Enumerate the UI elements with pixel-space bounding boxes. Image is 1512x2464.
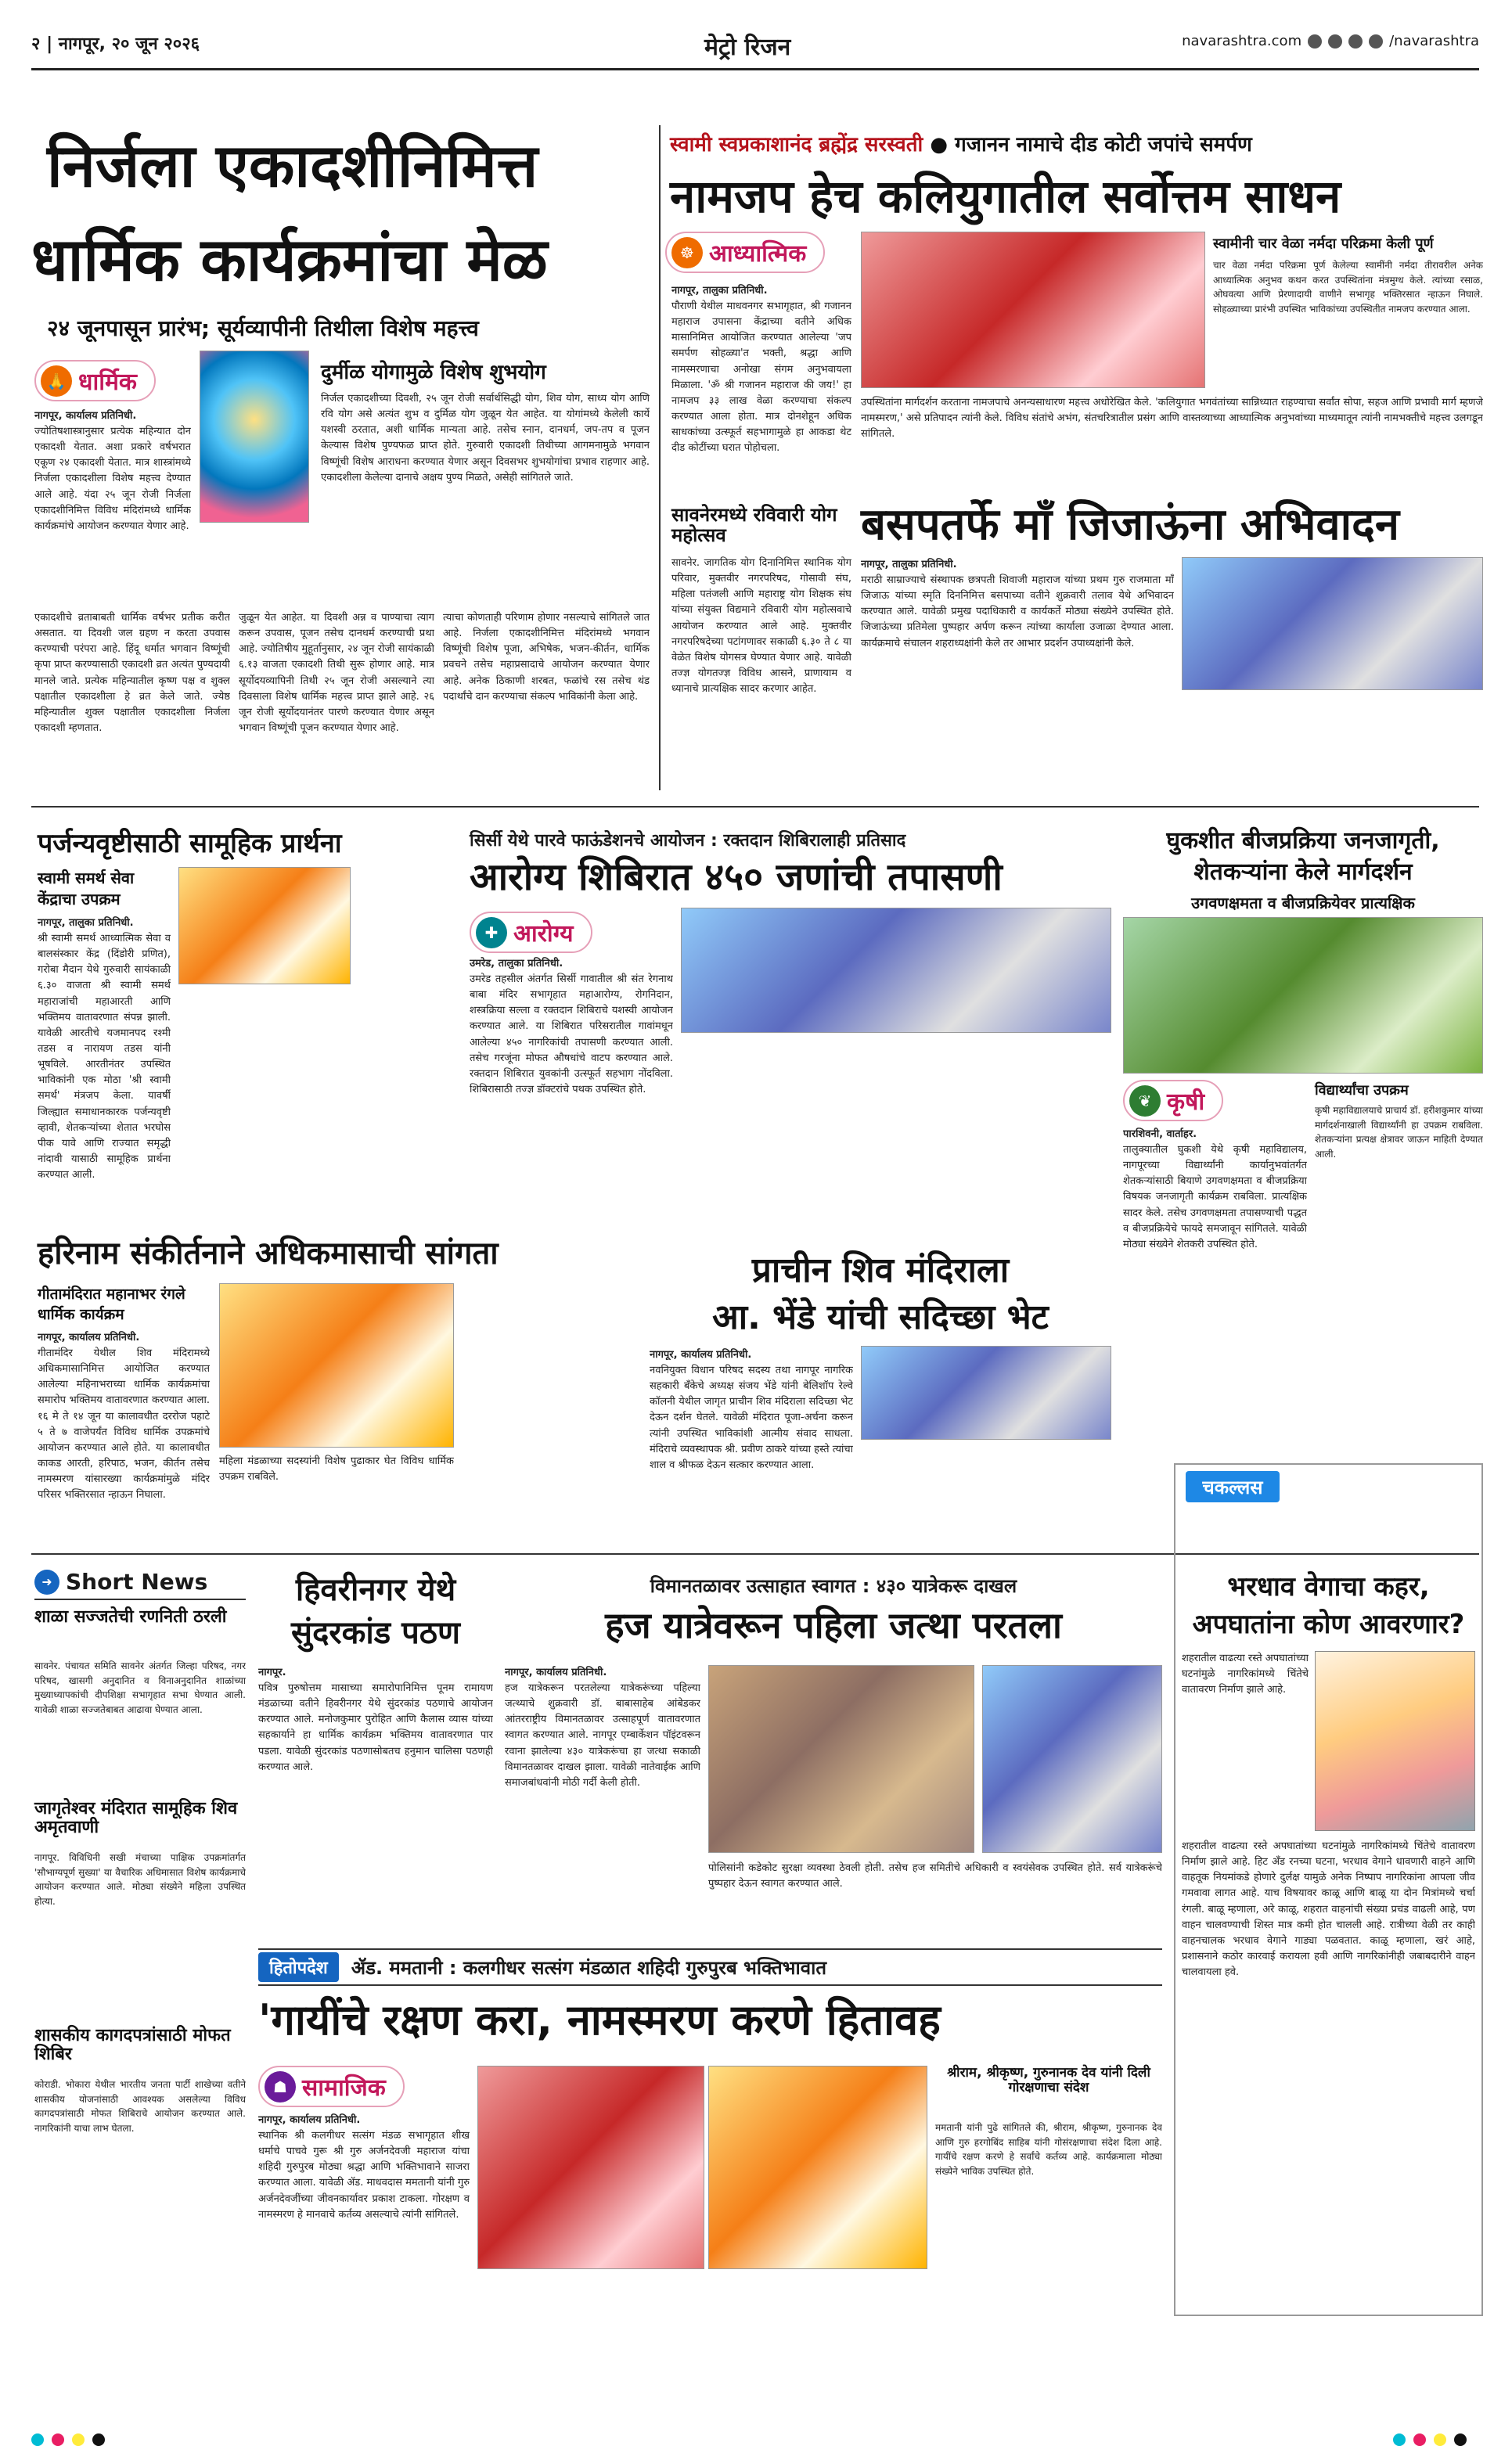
story3-body: सावनेर. जागतिक योग दिनानिमित्त स्थानिक योग परिवार, मुक्तवीर नगरपरिषद, गोसावी संघ, महिला पतंजली आणि महाराष्ट्र योग शिक्षक संघ यांच्या संयुक्त विद्यमाने रविवारी योग महोत्सवाचे आयोजन करण्यात आले आहे. मुक्तवीर नगरपरिषदेच्या पटांगणावर सकाळी ६.३० ते ८ या वेळेत विशेष योगसत्र घेण्यात येणार आहे. यावेळी तज्ज्ञ योगतज्ज्ञ विविध आसने, प्राणायाम व ध्यानाचे प्रात्यक्षिक सादर करणार आहेत.: [671, 557, 851, 696]
story2-headline: नामजप हेच कलियुगातील सर्वोत्तम साधन: [670, 170, 1341, 223]
story8-subhead: गीतामंदिरात महानाभर रंगले धार्मिक कार्यक्रम: [38, 1286, 185, 1323]
story12-body-a: शहरातील वाढत्या रस्ते अपघातांच्या घटनांमुळे नागरिकांमध्ये चिंतेचे वातावरण निर्माण झाले आहे.: [1182, 1653, 1309, 1696]
short-news-headline-3: शासकीय कागदपत्रांसाठी मोफत शिबिर: [34, 2026, 231, 2065]
story13-side-title: श्रीराम, श्रीकृष्ण, गुरुनानक देव यांनी दिली गोरक्षणाचा संदेश: [947, 2065, 1150, 2095]
prayer-icon: 🙏: [41, 365, 72, 397]
story12-cartoon: [1315, 1651, 1475, 1831]
story13-photo-2: [708, 2066, 927, 2269]
short-news-header: ➜ Short News: [34, 1565, 246, 1600]
story5-subhead: स्वामी समर्थ सेवा केंद्राचा उपक्रम: [38, 869, 135, 908]
short-news-headline-2: जागृतेश्वर मंदिरात सामूहिक शिव अमृतवाणी: [34, 1799, 238, 1838]
health-icon: ✚: [476, 917, 507, 948]
story2-kicker: स्वामी स्वप्रकाशानंद ब्रह्मेंद्र सरस्वती ● गजानन नामाचे दीड कोटी जपांचे समर्पण: [670, 133, 1252, 156]
story1-byline: नागपूर, कार्यालय प्रतिनिधी.: [34, 410, 137, 421]
story8-headline: हरिनाम संकीर्तनाने अधिकमासाची सांगता: [38, 1236, 499, 1272]
story2-body-3: उपस्थितांना मार्गदर्शन करताना नामजपाचे अनन्यसाधारण महत्त्व अधोरेखित केले. 'कलियुगात भगवंतांच्या सान्निध्यात राहण्याचा सर्वांत सोपा, सहज आणि प्रभावी मार्ग म्हणजे नामस्मरण,' असे प्रतिपादन त्यांनी केले. विविध संतांचे अभंग, संतचरित्रातील प्रसंग आणि वास्तव्याच्या आध्यात्मिक अनुभवांच्या माध्यमातून त्यांनी नामभक्तीचे महत्त्व उलगडून सांगितले.: [861, 397, 1483, 441]
story1-body-2: निर्जल एकादशीच्या दिवशी, २५ जून रोजी सर्वार्थसिद्धी योग, शिव योग, साध्य योग आणि रवि योग असे अत्यंत शुभ व दुर्मिळ योग जुळून येत आहेत. या योगांमध्ये केलेली कार्ये यशस्वी ठरतात, अशी धार्मिक मान्यता आहे. तसेच स्नान, दानधर्म, जप-तप व पूजन केल्यास विशेष पुण्यफळ प्राप्त होते. गुरुवारी एकादशी तिथीच्या आगमनामुळे भगवान विष्णूंची विशेष आराधना करण्यात येणार असून दिवसभर शुभयोगांचा प्रभाव राहणार आहे. एकादशीला केलेल्या दानाचे अक्षय पुण्य मिळते, असेही सांगितले जाते.: [321, 393, 650, 484]
story1-deity-image: [200, 351, 309, 523]
story11-body-2: पोलिसांनी कडेकोट सुरक्षा व्यवस्था ठेवली होती. तसेच हज समितीचे अधिकारी व स्वयंसेवक उपस्थित होते. सर्व यात्रेकरूंचे पुष्पहार देऊन स्वागत करण्यात आले.: [708, 1862, 1162, 1890]
story7-byline: पारशिवनी, वार्ताहर.: [1123, 1128, 1197, 1139]
story4-headline: बसपतर्फे माँ जिजाऊंना अभिवादन: [861, 499, 1399, 550]
story9-byline: नागपूर, कार्यालय प्रतिनिधी.: [650, 1349, 752, 1360]
community-icon: ☗: [265, 2071, 296, 2102]
story8-body: गीतामंदिर येथील शिव मंदिरामध्ये अधिकमासानिमित्त आयोजित करण्यात आलेल्या महिनाभराच्या धार्मिक कार्यक्रमांचा समारोप भक्तिमय वातावरणात करण्यात आला. १६ मे ते १४ जून या कालावधीत दररोज पहाटे ५ ते ७ वाजेपर्यंत विविध धार्मिक उपक्रमांचे आयोजन करण्यात आले होते. या कालावधीत काकड आरती, हरिपाठ, भजन, कीर्तन तसेच नामस्मरण यांसारख्या कार्यक्रमांमुळे मंदिर परिसर भक्तिरसात न्हाऊन निघाला.: [38, 1347, 210, 1502]
page-date: २ | नागपूर, २० जून २०२६: [31, 34, 200, 54]
section-rule: [31, 806, 1479, 808]
story8-caption: महिला मंडळाच्या सदस्यांनी विशेष पुढाकार घेत विविध धार्मिक उपक्रम राबविले.: [219, 1455, 454, 1484]
meditation-icon: ☸: [671, 237, 703, 268]
story10-byline: नागपूर.: [258, 1667, 286, 1678]
story11-photo-1: [708, 1665, 974, 1853]
story10-headline-1: हिवरीनगर येथे: [295, 1572, 456, 1608]
story7-tag: ❦ कृषी: [1123, 1080, 1223, 1121]
story6-body: उमरेड तहसील अंतर्गत सिर्सी गावातील श्री संत रेगनाथ बाबा मंदिर सभागृहात महाआरोग्य, रोगनिदान, शस्त्रक्रिया सल्ला व रक्तदान शिबिराचे यशस्वी आयोजन करण्यात आले. या शिबिरात परिसरातील गावांमधून आलेल्या ४५० नागरिकांची तपासणी करण्यात आली. तसेच गरजूंना मोफत औषधांचे वाटप करण्यात आले. रक्तदान शिबिरात युवकांनी उत्स्फूर्त सहभाग नोंदविला. शिबिरासाठी तज्ज्ञ डॉक्टरांचे पथक उपस्थित होते.: [470, 973, 673, 1095]
short-news-headline-1: शाळा सज्जतेची रणनिती ठरली: [34, 1607, 227, 1627]
story9-headline-1: प्राचीन शिव मंदिराला: [751, 1250, 1010, 1290]
story11-photo-2: [982, 1665, 1162, 1853]
story12-headline-1: भरधाव वेगाचा कहर,: [1227, 1571, 1430, 1602]
story2-byline: नागपूर, तालुका प्रतिनिधी.: [671, 285, 768, 296]
facebook-icon[interactable]: [1308, 34, 1322, 49]
story8-photo: [219, 1283, 454, 1448]
story1-headline-2: धार्मिक कार्यक्रमांचा मेळ: [31, 225, 548, 294]
short-news-body-2: नागपूर. विविधिनी सखी मंचाच्या पाक्षिक उपक्रमांतर्गत 'सौभाग्यपूर्ण सुख्या' या वैचारिक अधिमासात विशेष कार्यक्रमाचे आयोजन करण्यात आले. मोठ्या संख्येने महिला उपस्थित होत्या.: [34, 1852, 246, 1907]
story11-headline: हज यात्रेवरून पहिला जत्था परतला: [605, 1604, 1062, 1646]
story2-body-1: पौराणी येथील माधवनगर सभागृहात, श्री गजानन महाराज उपासना केंद्राच्या वतीने अधिक मासानिमित्त आयोजित करण्यात आलेल्या 'जप समर्पण सोहळ्या'त भक्ती, श्रद्धा आणि नामस्मरणाचा अनोखा संगम अनुभवायला मिळाला. 'ॐ श्री गजानन महाराज की जय!' हा नामजप ३३ लाख वेळा करण्याचा संकल्प करण्यात आला होता. मात्र दोनशेहून अधिक साधकांच्या उत्स्फूर्त सहभागामुळे हा आकडा थेट दीड कोटींच्या घरात पोहोचला.: [671, 300, 851, 455]
story2-photo: [861, 232, 1205, 388]
registration-marks-right: [1393, 2433, 1467, 2446]
website-link[interactable]: navarashtra.com: [1182, 33, 1302, 49]
story7-side-body: कृषी महाविद्यालयाचे प्राचार्य डॉ. हरीशकुमार यांच्या मार्गदर्शनाखाली विद्यार्थ्यांनी हा उपक्रम राबविला. शेतकऱ्यांना प्रत्यक्ष क्षेत्रावर जाऊन माहिती देण्यात आली.: [1315, 1105, 1483, 1160]
column-rule: [659, 125, 661, 790]
story6-kicker: सिर्सी येथे पारवे फाऊंडेशनचे आयोजन : रक्तदान शिबिरालाही प्रतिसाद: [470, 831, 906, 851]
masthead: [31, 23, 1479, 70]
story13-photo-1: [477, 2066, 704, 2269]
story7-body: तालुक्यातील घुकशी येथे कृषी महाविद्यालय, नागपूरच्या विद्यार्थ्यांनी कार्यानुभवांतर्गत शेतकऱ्यांसाठी बियाणे उगवणक्षमता व बीजप्रक्रिया विषयक जनजागृती कार्यक्रम राबविला. प्रात्यक्षिक सादर केले. तसेच उगवणक्षमता तपासण्याची पद्धत व बीजप्रक्रियेचे फायदे समजावून सांगितले. यावेळी मोठ्या संख्येने शेतकरी उपस्थित होते.: [1123, 1144, 1307, 1250]
story13-tag: ☗ सामाजिक: [258, 2066, 405, 2107]
story7-headline-2: शेतकऱ्यांना केले मार्गदर्शन: [1193, 858, 1413, 886]
story4-body: मराठी साम्राज्याचे संस्थापक छत्रपती शिवाजी महाराज यांच्या प्रथम गुरु राजमाता माँ जिजाऊ यांच्या स्मृति दिननिमित्त बसपाच्या वतीने शुक्रवारी तलाव येथे अभिवादन करण्यात आले. यावेळी प्रमुख पदाधिकारी व कार्यकर्ते मोठ्या संख्येने उपस्थित होते. जिजाऊंच्या प्रतिमेला पुष्पहार अर्पण करून त्यांच्या कार्याला उजाळा देण्यात आला. कार्यक्रमाचे संचालन शहराध्यक्षांनी केले तर आभार प्रदर्शन उपाध्यक्षांनी केले.: [861, 574, 1174, 649]
social-bar: [1182, 33, 1479, 49]
leaf-icon: ❦: [1129, 1085, 1161, 1117]
story11-kicker: विमानतळावर उत्साहात स्वागत : ४३० यात्रेकरू दाखल: [650, 1575, 1017, 1597]
story1-tag: 🙏 धार्मिक: [34, 360, 156, 401]
story6-headline: आरोग्य शिबिरात ४५० जणांची तपासणी: [470, 855, 1003, 899]
story13-side-body: ममतानी यांनी पुढे सांगितले की, श्रीराम, श्रीकृष्ण, गुरुनानक देव आणि गुरु हरगोबिंद साहिब यांनी गोसंरक्षणाचा संदेश दिला आहे. गायींचे रक्षण करणे हे सर्वांचे कर्तव्य आहे. कार्यक्रमाला मोठ्या संख्येने भाविक उपस्थित होते.: [935, 2122, 1162, 2177]
story9-body: नवनियुक्त विधान परिषद सदस्य तथा नागपूर नागरिक सहकारी बँकेचे अध्यक्ष संजय भेंडे यांनी बेलिशॉप रेल्वे कॉलनी येथील जागृत प्राचीन शिव मंदिराला सदिच्छा भेट देऊन दर्शन घेतले. यावेळी मंदिरात पूजा-अर्चना करून त्यांनी उपस्थित भाविकांशी आत्मीय संवाद साधला. मंदिराचे व्यवस्थापक श्री. प्रवीण ठाकरे यांच्या हस्ते त्यांचा शाल व श्रीफळ देऊन सत्कार करण्यात आला.: [650, 1365, 853, 1471]
story3-headline: सावनेरमध्ये रविवारी योग महोत्सव: [671, 504, 837, 547]
social-handle: /navarashtra: [1389, 33, 1479, 49]
story11-byline: नागपूर, कार्यालय प्रतिनिधी.: [505, 1667, 607, 1678]
story5-body: श्री स्वामी समर्थ आध्यात्मिक सेवा व बालसंस्कार केंद्र (दिंडोरी प्रणित), गरोबा मैदान येथे गुरुवारी सायंकाळी ६.३० वाजता श्री स्वामी समर्थ महाराजांची महाआरती आणि भक्तिमय वातावरणात संपन्न झाली. यावेळी आरतीचे यजमानपद रश्मी तडस व नारायण तडस यांनी भूषविले. आरतीनंतर उपस्थित भाविकांनी एक मोठा 'श्री स्वामी समर्थ' मंत्रजप केला. यावर्षी जिल्ह्यात समाधानकारक पर्जन्यवृष्टी व्हावी, शेतकऱ्यांच्या शेतात भरघोस पीक यावे आणि राज्यात समृद्धी नांदावी यासाठी सामूहिक प्रार्थना करण्यात आली.: [38, 933, 171, 1182]
story7-headline-1: घुकशीत बीजप्रक्रिया जनजागृती,: [1166, 827, 1440, 854]
story13-headline: 'गायींचे रक्षण करा, नामस्मरण करणे हितावह: [258, 1995, 941, 2045]
story4-photo: [1182, 557, 1483, 690]
story7-photo: [1123, 917, 1483, 1074]
story1-box-title: दुर्मीळ योगामुळे विशेष शुभयोग: [321, 361, 546, 384]
section-name: मेट्रो रिजन: [704, 34, 791, 61]
story7-subhead: उगवणक्षमता व बीजप्रक्रियेवर प्रात्यक्षिक: [1191, 894, 1415, 912]
story1-subhead: २४ जूनपासून प्रारंभ; सूर्यव्यापीनी तिथीला विशेष महत्त्व: [47, 315, 479, 341]
story1-body-1: ज्योतिषशास्त्रानुसार प्रत्येक महिन्यात दोन एकादशी येतात. अशा प्रकारे वर्षभरात एकूण २४ एकादशी येतात. मात्र शास्त्रांमध्ये निर्जला एकादशीला विशेष महत्त्व देण्यात आले आहे. यंदा २५ जून रोजी निर्जला एकादशीनिमित्त विविध मंदिरांमध्ये धार्मिक कार्यक्रमांचे आयोजन करण्यात येणार आहे.: [34, 426, 191, 532]
youtube-icon[interactable]: [1369, 34, 1383, 49]
story13-kicker-bar: [258, 1948, 1162, 1986]
registration-marks-left: [31, 2433, 105, 2446]
story13-chip: हितोपदेश: [258, 1952, 339, 1982]
story5-byline: नागपूर, तालुका प्रतिनिधी.: [38, 917, 134, 928]
story5-headline: पर्जन्यवृष्टीसाठी सामूहिक प्रार्थना: [38, 828, 342, 859]
story10-headline-2: सुंदरकांड पठण: [291, 1615, 460, 1651]
story1-body-3: एकादशीचे व्रताबाबती धार्मिक वर्षभर प्रतीक करीत असतात. या दिवशी जल ग्रहण न करता उपवास करण्याची परंपरा आहे. हिंदू धर्मात भगवान विष्णूंची कृपा प्राप्त करण्यासाठी एकादशी व्रत अत्यंत पुण्यदायी मानले जाते. प्रत्येक महिन्यातील कृष्ण पक्ष व शुक्ल पक्षातील एकादशीला हे व्रत केले जाते. ज्येष्ठ महिन्यातील शुक्ल पक्षातील एकादशीला निर्जला एकादशी म्हणतात.: [34, 612, 230, 734]
story6-photo: [681, 908, 1111, 1033]
short-news-body-3: कोराडी. भोकारा येथील भारतीय जनता पार्टी शाखेच्या वतीने शासकीय योजनांसाठी आवश्यक असलेल्या विविध कागदपत्रांसाठी मोफत शिबिराचे आयोजन करण्यात आले. नागरिकांनी याचा लाभ घेतला.: [34, 2079, 246, 2134]
story11-body: हज यात्रेकरून परतलेल्या यात्रेकरूंच्या पहिल्या जत्थ्याचे शुक्रवारी डॉ. बाबासाहेब आंबेडकर आंतरराष्ट्रीय विमानतळावर उत्साहपूर्ण वातावरणात स्वागत करण्यात आले. नागपूर एम्बार्केशन पॉइंटवरून रवाना झालेल्या ४३० यात्रेकरूंचा हा जत्था सकाळी विमानतळावर दाखल झाला. यावेळी नातेवाईक आणि समाजबांधवांनी मोठी गर्दी केली होती.: [505, 1682, 700, 1789]
story2-body-2: चार वेळा नर्मदा परिक्रमा पूर्ण केलेल्या स्वामींनी नर्मदा तीरावरील अनेक आध्यात्मिक अनुभव कथन करत उपस्थितांना मंत्रमुग्ध केले. त्यांच्या रसाळ, ओघवत्या आणि प्रेरणादायी वाणीने सभागृह भक्तिरसात न्हाऊन निघाले. सोहळ्याच्या प्रारंभी उपस्थित भाविकांच्या उपस्थितीत नामजप करण्यात आला.: [1213, 260, 1483, 315]
story10-body: पवित्र पुरुषोत्तम मासाच्या समारोपानिमित्त पूनम रामायण मंडळाच्या वतीने हिवरीनगर येथे सुंदरकांड पठणाचे आयोजन करण्यात आले. मनोजकुमार पुरोहित आणि कैलास व्यास यांच्या सहकार्याने हा धार्मिक कार्यक्रम भक्तिमय वातावरणात पार पडला. यावेळी सुंदरकांड पठणासोबतच हनुमान चालिसा पठणही करण्यात आले.: [258, 1682, 493, 1773]
instagram-icon[interactable]: [1348, 34, 1363, 49]
story2-side-title: स्वामीनी चार वेळा नर्मदा परिक्रमा केली पूर्ण: [1213, 236, 1434, 252]
story1-body-4: जुळून येत आहेत. या दिवशी अन्न व पाण्याचा त्याग करून उपवास, पूजन तसेच दानधर्म करण्याची प्रथा आहे. ज्योतिषीय मुहूर्तानुसार, २४ जून रोजी सायंकाळी ६.१३ वाजता एकादशी तिथी सुरू होणार आहे. मात्र सूर्योदयव्यापिनी तिथी २५ जून रोजी असल्याने त्या दिवसाला विशेष धार्मिक महत्त्व प्राप्त झाले आहे. २६ जून रोजी सूर्योदयानंतर पारणे करण्यात येणार असून भगवान विष्णूंची पूजन करण्यात येणार आहे.: [239, 612, 434, 734]
story12-tag: चकल्लस: [1186, 1471, 1280, 1502]
twitter-icon[interactable]: [1328, 34, 1342, 49]
story5-photo: [178, 867, 351, 984]
short-news-body-1: सावनेर. पंचायत समिति सावनेर अंतर्गत जिल्हा परिषद, नगर परिषद, खासगी अनुदानित व विनाअनुदानित शाळांच्या मुख्याध्यापकांची दीपशिक्षा सभागृहात सभा घेण्यात आली. यावेळी शाळा सज्जतेबाबत आढावा घेण्यात आला.: [34, 1660, 246, 1715]
story4-byline: नागपूर, तालुका प्रतिनिधी.: [861, 559, 957, 570]
story9-photo: [861, 1346, 1111, 1440]
story9-headline-2: आ. भेंडे यांची सदिच्छा भेट: [712, 1297, 1049, 1337]
story8-byline: नागपूर, कार्यालय प्रतिनिधी.: [38, 1332, 140, 1343]
story13-byline: नागपूर, कार्यालय प्रतिनिधी.: [258, 2114, 361, 2125]
story6-tag: ✚ आरोग्य: [470, 912, 592, 953]
story1-body-5: त्याचा कोणताही परिणाम होणार नसल्याचे सांगितले जात आहे. निर्जला एकादशीनिमित्त मंदिरांमध्ये भगवान विष्णूंची विशेष पूजा, अभिषेक, भजन-कीर्तन, धार्मिक प्रवचने तसेच महाप्रसादाचे आयोजन करण्यात येणार आहे. अनेक ठिकाणी शरबत, फळांचे रस तसेच थंड पदार्थांचे दान करण्याचा संकल्प भाविकांनी केला आहे.: [443, 612, 650, 703]
story12-body: शहरातील वाढत्या रस्ते अपघातांच्या घटनांमुळे नागरिकांमध्ये चिंतेचे वातावरण निर्माण झाले आहे. हिट ॲंड रनच्या घटना, भरधाव वेगाने धावणारी वाहने आणि वाहतूक नियमांकडे होणारे दुर्लक्ष यामुळे अनेक निष्पाप नागरिकांना आपला जीव गमवावा लागत आहे. याच विषयावर काळू आणि बाळू या दोन मित्रांमध्ये चर्चा रंगली. बाळू म्हणाला, अरे काळू, शहरात वाहनांची संख्या प्रचंड वाढली आहे, पण वाहन चालवण्याची शिस्त मात्र कमी होत चालली आहे. रात्रीच्या वेळी तर काही वाहनचालक भरधाव वेगाने गाड्या पळवतात. काळू म्हणाला, खरं आहे, प्रशासनाने कठोर कारवाई करायला हवी आणि नागरिकांनीही जबाबदारीने वाहन चालवायला हवे.: [1182, 1840, 1475, 1979]
story2-tag: ☸ आध्यात्मिक: [665, 232, 825, 273]
story1-headline-1: निर्जला एकादशीनिमित्त: [47, 131, 538, 200]
story7-side-title: विद्यार्थ्यांचा उपक्रम: [1315, 1082, 1409, 1099]
story13-kicker: ॲड. ममतानी : कलगीधर सत्संग मंडळात शहिदी गुरुपुरब भक्तिभावात: [351, 1956, 827, 1979]
arrow-icon: ➜: [34, 1570, 59, 1595]
story6-byline: उमरेड, तालुका प्रतिनिधी.: [470, 958, 563, 969]
story13-body: स्थानिक श्री कलगीधर सत्संग मंडळ सभागृहात शीख धर्माचे पाचवे गुरू श्री गुरु अर्जनदेवजी महाराज यांचा शहिदी गुरुपुरब मोठ्या श्रद्धा आणि भक्तिभावाने साजरा करण्यात आला. यावेळी ॲड. माधवदास ममतानी यांनी गुरु अर्जनदेवजींच्या जीवनकार्यावर प्रकाश टाकला. गोरक्षण व नामस्मरण हे मानवाचे कर्तव्य असल्याचे त्यांनी सांगितले.: [258, 2130, 470, 2221]
story12-headline-2: अपघातांना कोण आवरणार?: [1192, 1609, 1465, 1640]
